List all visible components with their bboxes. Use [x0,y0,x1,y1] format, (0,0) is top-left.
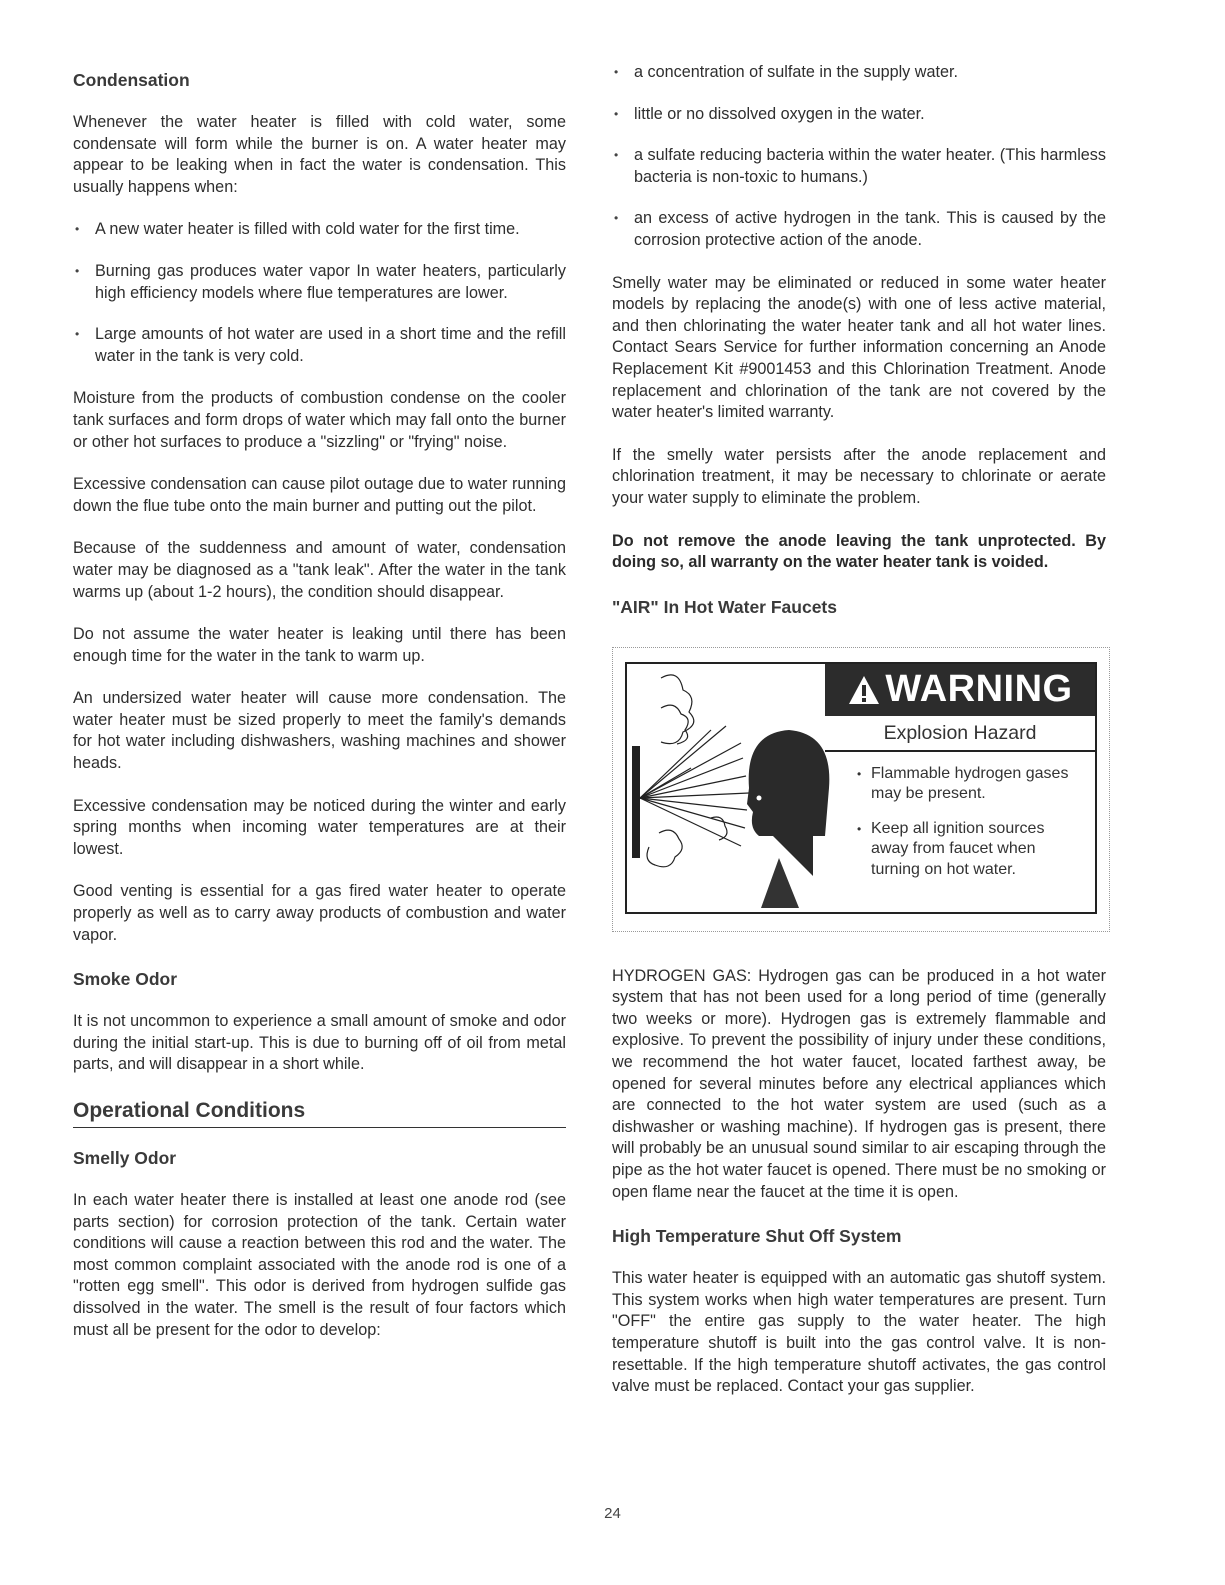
condensation-heading: Condensation [73,70,190,90]
list-item: • little or no dissolved oxygen in the water. [612,104,1106,126]
warning-header-text: WARNING [885,668,1073,711]
anode-replacement-paragraph: Smelly water may be eliminated or reduced in some water heater models by replacing the anode(s) with one of less active material, and then chlorinating the water heater tank and all hot water lines. Contact Sears Service for further information concerning an Anode Replacement Kit #9001453 and this Chlorination Treatment. Anode replacement and chlorination of the tank are not covered by the water heater's limited warranty. [612,273,1106,422]
high-temp-shutoff-paragraph: This water heater is equipped with an automatic gas shutoff system. This system works when high water temperatures are present. Turn "OFF" the entire gas supply to the water heater. The high temperature shutoff is built into the gas control valve. It is non-resettable. If the high temperature shutoff activates, the gas control valve must be replaced. Contact your gas supplier. [612,1269,1106,1396]
smoke-odor-heading: Smoke Odor [73,969,178,990]
moisture-paragraph: Moisture from the products of combustion condense on the cooler tank surfaces and form drops of water which may fall onto the burner or other hot surfaces to produce a "sizzling" or "frying" noise. [73,389,566,451]
winter-paragraph: Excessive condensation may be noticed during the winter and early spring months when incoming water temperatures are at their lowest. [73,796,566,858]
warning-label [625,662,1097,914]
venting-paragraph: Good venting is essential for a gas fired water heater to operate properly as well as to carry away products of combustion and water vapor. [73,882,566,944]
smelly-odor-heading: Smelly Odor [73,1148,177,1168]
page-number: 24 [604,1505,621,1522]
warning-header [825,664,1095,716]
list-item: • Large amounts of hot water are used in a short time and the refill water in the tank is very cold. [73,324,566,367]
warning-items [857,764,1082,895]
undersized-paragraph: An undersized water heater will cause more condensation. The water heater must be sized properly to meet the family's demands for hot water including dishwashers, washing machines and shower heads. [73,689,566,773]
left-column [73,62,566,1362]
explosion-hazard-title: Explosion Hazard [825,716,1095,752]
operational-conditions-heading: Operational Conditions [73,1097,566,1128]
list-item: • a concentration of sulfate in the supply water. [612,62,1106,84]
list-item: • Burning gas produces water vapor In water heaters, particularly high efficiency models where flue temperatures are lower. [73,261,566,304]
persists-paragraph: If the smelly water persists after the anode replacement and chlorination treatment, it may be necessary to chlorinate or aerate your water supply to eliminate the problem. [612,445,1106,507]
list-item: • a sulfate reducing bacteria within the water heater. (This harmless bacteria is non-toxic to humans.) [612,145,1106,188]
air-faucets-heading: "AIR" In Hot Water Faucets [612,596,837,617]
list-item: • Keep all ignition sources away from faucet when turning on hot water. [857,819,1082,881]
high-temp-shutoff-heading: High Temperature Shut Off System [612,1226,902,1247]
list-item: • an excess of active hydrogen in the tank. This is caused by the corrosion protective action of the anode. [612,208,1106,251]
do-not-assume-paragraph: Do not assume the water heater is leaking until there has been enough time for the water in the tank to warm up. [73,625,566,665]
condensation-intro: Whenever the water heater is filled with cold water, some condensate will form while the burner is on. A water heater may appear to be leaking when in fact the water is condensation. This usually happens when: [73,113,566,196]
explosion-hazard-pictogram [631,668,831,912]
odor-factor-list [612,62,1106,252]
alert-triangle-icon [847,674,881,706]
pilot-outage-paragraph: Excessive condensation can cause pilot outage due to water running down the flue tube onto the main burner and putting out the pilot. [73,475,566,515]
hydrogen-gas-paragraph: HYDROGEN GAS: Hydrogen gas can be produced in a hot water system that has not been used for a long period of time (generally two weeks or more). Hydrogen gas is extremely flammable and explosive. To prevent the possibility of injury under these conditions, we recommend the hot water faucet, located farthest away, be opened for several minutes before any electrical appliances which are connected to the hot water system are used (such as a dishwasher or washing machine). If hydrogen gas is present, there will probably be an unusual sound similar to air escaping through the pipe as the hot water faucet is opened. There must be no smoking or open flame near the faucet at the time it is open. [612,966,1106,1201]
tank-leak-paragraph: Because of the suddenness and amount of water, condensation water may be diagnosed as a "tank leak". After the water in the tank warms up (about 1-2 hours), the condition should disappear. [73,539,566,601]
list-item: • A new water heater is filled with cold water for the first time. [73,219,566,241]
warning-label-frame [612,647,1110,932]
right-column [612,62,1106,1419]
smoke-odor-paragraph: It is not uncommon to experience a small amount of smoke and odor during the initial start-up. This is due to burning off of oil from metal parts, and will disappear in a short while. [73,1012,566,1074]
condensation-bullet-list [73,219,566,367]
list-item: • Flammable hydrogen gases may be present. [857,764,1082,805]
smelly-odor-paragraph: In each water heater there is installed at least one anode rod (see parts section) for corrosion protection of the tank. Certain water conditions will cause a reaction between this rod and the water. The most common complaint associated with the anode rod is one of a "rotten egg smell". This odor is derived from hydrogen sulfide gas dissolved in the water. The smell is the result of four factors which must all be present for the odor to develop: [73,1191,566,1339]
anode-warning-note: Do not remove the anode leaving the tank unprotected. By doing so, all warranty on the water heater tank is voided. [612,531,1106,572]
